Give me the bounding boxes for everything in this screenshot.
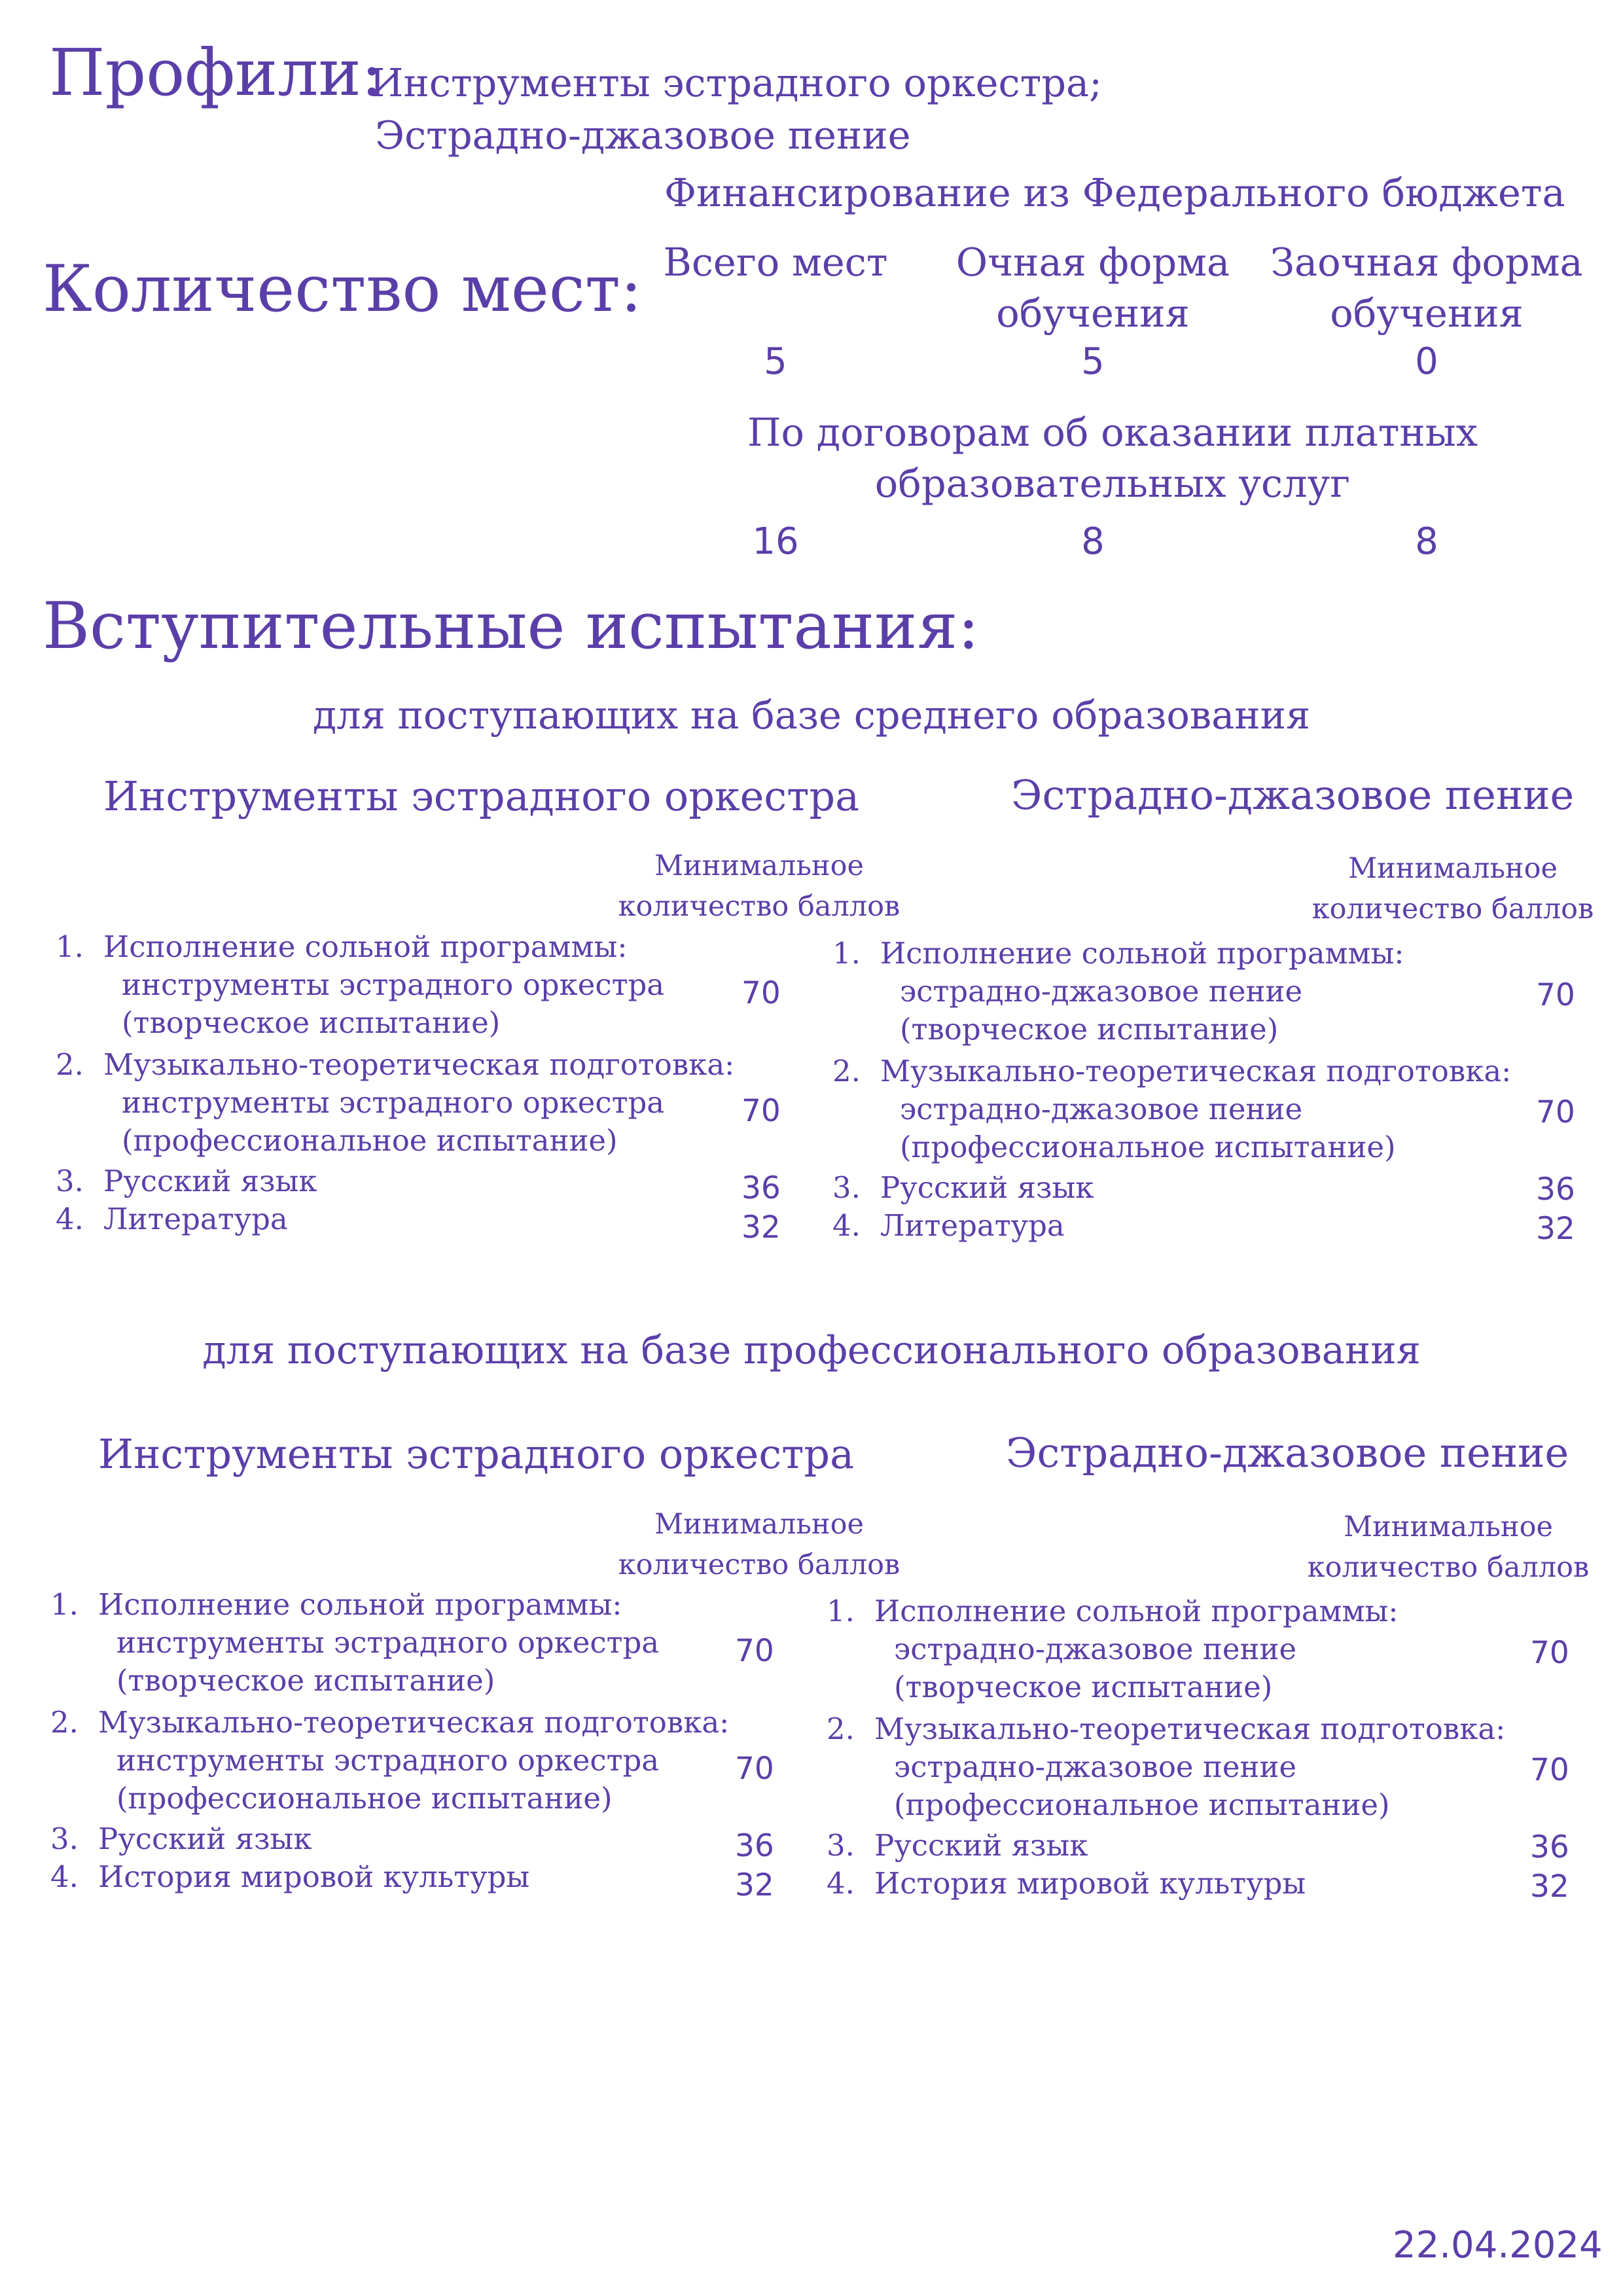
budget-correspondence: 0 — [1415, 340, 1438, 383]
item-line: История мировой культуры — [874, 1866, 1306, 1901]
paid-correspondence: 8 — [1415, 520, 1438, 563]
program-title: Эстрадно-джазовое пение — [1006, 1429, 1569, 1477]
item-number: 4. — [56, 1202, 84, 1236]
item-line: (творческое испытание) — [894, 1670, 1273, 1704]
item-line: История мировой культуры — [98, 1859, 530, 1894]
item-score: 36 — [1536, 1172, 1575, 1208]
item-score: 32 — [1536, 1211, 1575, 1247]
item-score: 70 — [1536, 1094, 1575, 1130]
item-number: 1. — [832, 936, 861, 971]
item-number: 2. — [50, 1705, 79, 1740]
section-title: для поступающих на базе профессионального образования — [202, 1327, 1421, 1372]
profiles-label: Профили: — [49, 36, 383, 111]
item-score: 70 — [735, 1633, 774, 1669]
funding-title: Финансирование из Федерального бюджета — [664, 170, 1565, 215]
item-score: 70 — [1536, 977, 1575, 1013]
budget-total: 5 — [764, 340, 787, 383]
item-number: 2. — [56, 1047, 84, 1082]
item-score: 36 — [735, 1828, 774, 1864]
item-line: инструменты эстрадного оркестра — [116, 1625, 660, 1660]
program-title: Эстрадно-джазовое пение — [1011, 771, 1575, 819]
min-score-header: Минимальное количество баллов — [1311, 852, 1594, 925]
item-line: Русский язык — [103, 1164, 317, 1198]
item-line: Музыкально-теоретическая подготовка: — [874, 1712, 1506, 1746]
item-line: Исполнение сольной программы: — [874, 1594, 1399, 1628]
item-line: Исполнение сольной программы: — [98, 1587, 622, 1622]
item-number: 2. — [832, 1054, 861, 1088]
item-line: инструменты эстрадного оркестра — [116, 1743, 660, 1778]
exams-label: Вступительные испытания: — [43, 589, 980, 664]
min-score-header: Минимальное количество баллов — [1307, 1511, 1590, 1584]
item-line: эстрадно-джазовое пение — [894, 1632, 1297, 1666]
item-line: Музыкально-теоретическая подготовка: — [98, 1705, 730, 1740]
item-score: 70 — [1530, 1635, 1569, 1671]
item-line: Музыкально-теоретическая подготовка: — [103, 1047, 735, 1082]
item-number: 1. — [827, 1594, 855, 1628]
item-score: 70 — [735, 1751, 774, 1787]
budget-fulltime: 5 — [1081, 340, 1105, 383]
item-score: 32 — [1530, 1869, 1569, 1905]
item-line: (творческое испытание) — [116, 1663, 495, 1698]
item-number: 4. — [832, 1208, 861, 1243]
item-score: 70 — [741, 1093, 781, 1129]
item-line: Русский язык — [98, 1821, 312, 1856]
item-score: 32 — [741, 1210, 781, 1246]
item-line: эстрадно-джазовое пение — [894, 1749, 1297, 1784]
item-line: Музыкально-теоретическая подготовка: — [880, 1054, 1512, 1088]
item-score: 70 — [1530, 1752, 1569, 1788]
item-number: 3. — [56, 1164, 84, 1198]
profile-line-2: Эстрадно-джазовое пение — [375, 113, 911, 158]
item-line: Исполнение сольной программы: — [103, 929, 628, 964]
item-line: Русский язык — [880, 1170, 1094, 1205]
item-number: 2. — [827, 1712, 855, 1746]
paid-title: По договорам об оказании платных образовательных услуг — [747, 410, 1478, 506]
item-line: (творческое испытание) — [900, 1012, 1279, 1047]
section-title: для поступающих на базе среднего образования — [312, 692, 1311, 738]
item-number: 3. — [50, 1821, 79, 1856]
item-line: Исполнение сольной программы: — [880, 936, 1404, 971]
min-score-header: Минимальное количество баллов — [618, 1508, 901, 1581]
item-number: 1. — [56, 929, 84, 964]
item-line: (профессиональное испытание) — [900, 1130, 1396, 1164]
paid-fulltime: 8 — [1081, 520, 1105, 563]
item-number: 4. — [827, 1866, 855, 1901]
col-correspondence-header: Заочная форма обучения — [1270, 240, 1583, 336]
item-line: Литература — [880, 1208, 1065, 1243]
col-total-header: Всего мест — [663, 240, 888, 285]
item-line: Литература — [103, 1202, 288, 1236]
profile-line-1: Инструменты эстрадного оркестра; — [370, 60, 1103, 105]
item-score: 32 — [735, 1867, 774, 1903]
item-line: (творческое испытание) — [122, 1005, 501, 1040]
item-score: 36 — [1530, 1829, 1569, 1865]
program-title: Инструменты эстрадного оркестра — [103, 772, 860, 820]
item-line: Русский язык — [874, 1828, 1088, 1863]
item-score: 70 — [741, 975, 781, 1011]
paid-total: 16 — [752, 520, 799, 563]
item-line: инструменты эстрадного оркестра — [122, 967, 665, 1002]
col-fulltime-header: Очная форма обучения — [955, 240, 1230, 336]
min-score-header: Минимальное количество баллов — [618, 850, 901, 923]
item-line: эстрадно-джазовое пение — [900, 1092, 1303, 1126]
item-number: 4. — [50, 1859, 79, 1894]
item-number: 1. — [50, 1587, 79, 1622]
item-line: (профессиональное испытание) — [116, 1781, 613, 1816]
item-line: инструменты эстрадного оркестра — [122, 1085, 665, 1120]
item-line: (профессиональное испытание) — [894, 1787, 1390, 1822]
item-number: 3. — [827, 1828, 855, 1863]
item-line: эстрадно-джазовое пение — [900, 974, 1303, 1009]
date-stamp: 22.04.2024 — [1393, 2224, 1603, 2267]
program-title: Инструменты эстрадного оркестра — [98, 1430, 855, 1478]
item-score: 36 — [741, 1170, 781, 1206]
item-number: 3. — [832, 1170, 861, 1205]
item-line: (профессиональное испытание) — [122, 1123, 618, 1158]
places-label: Количество мест: — [43, 252, 642, 327]
